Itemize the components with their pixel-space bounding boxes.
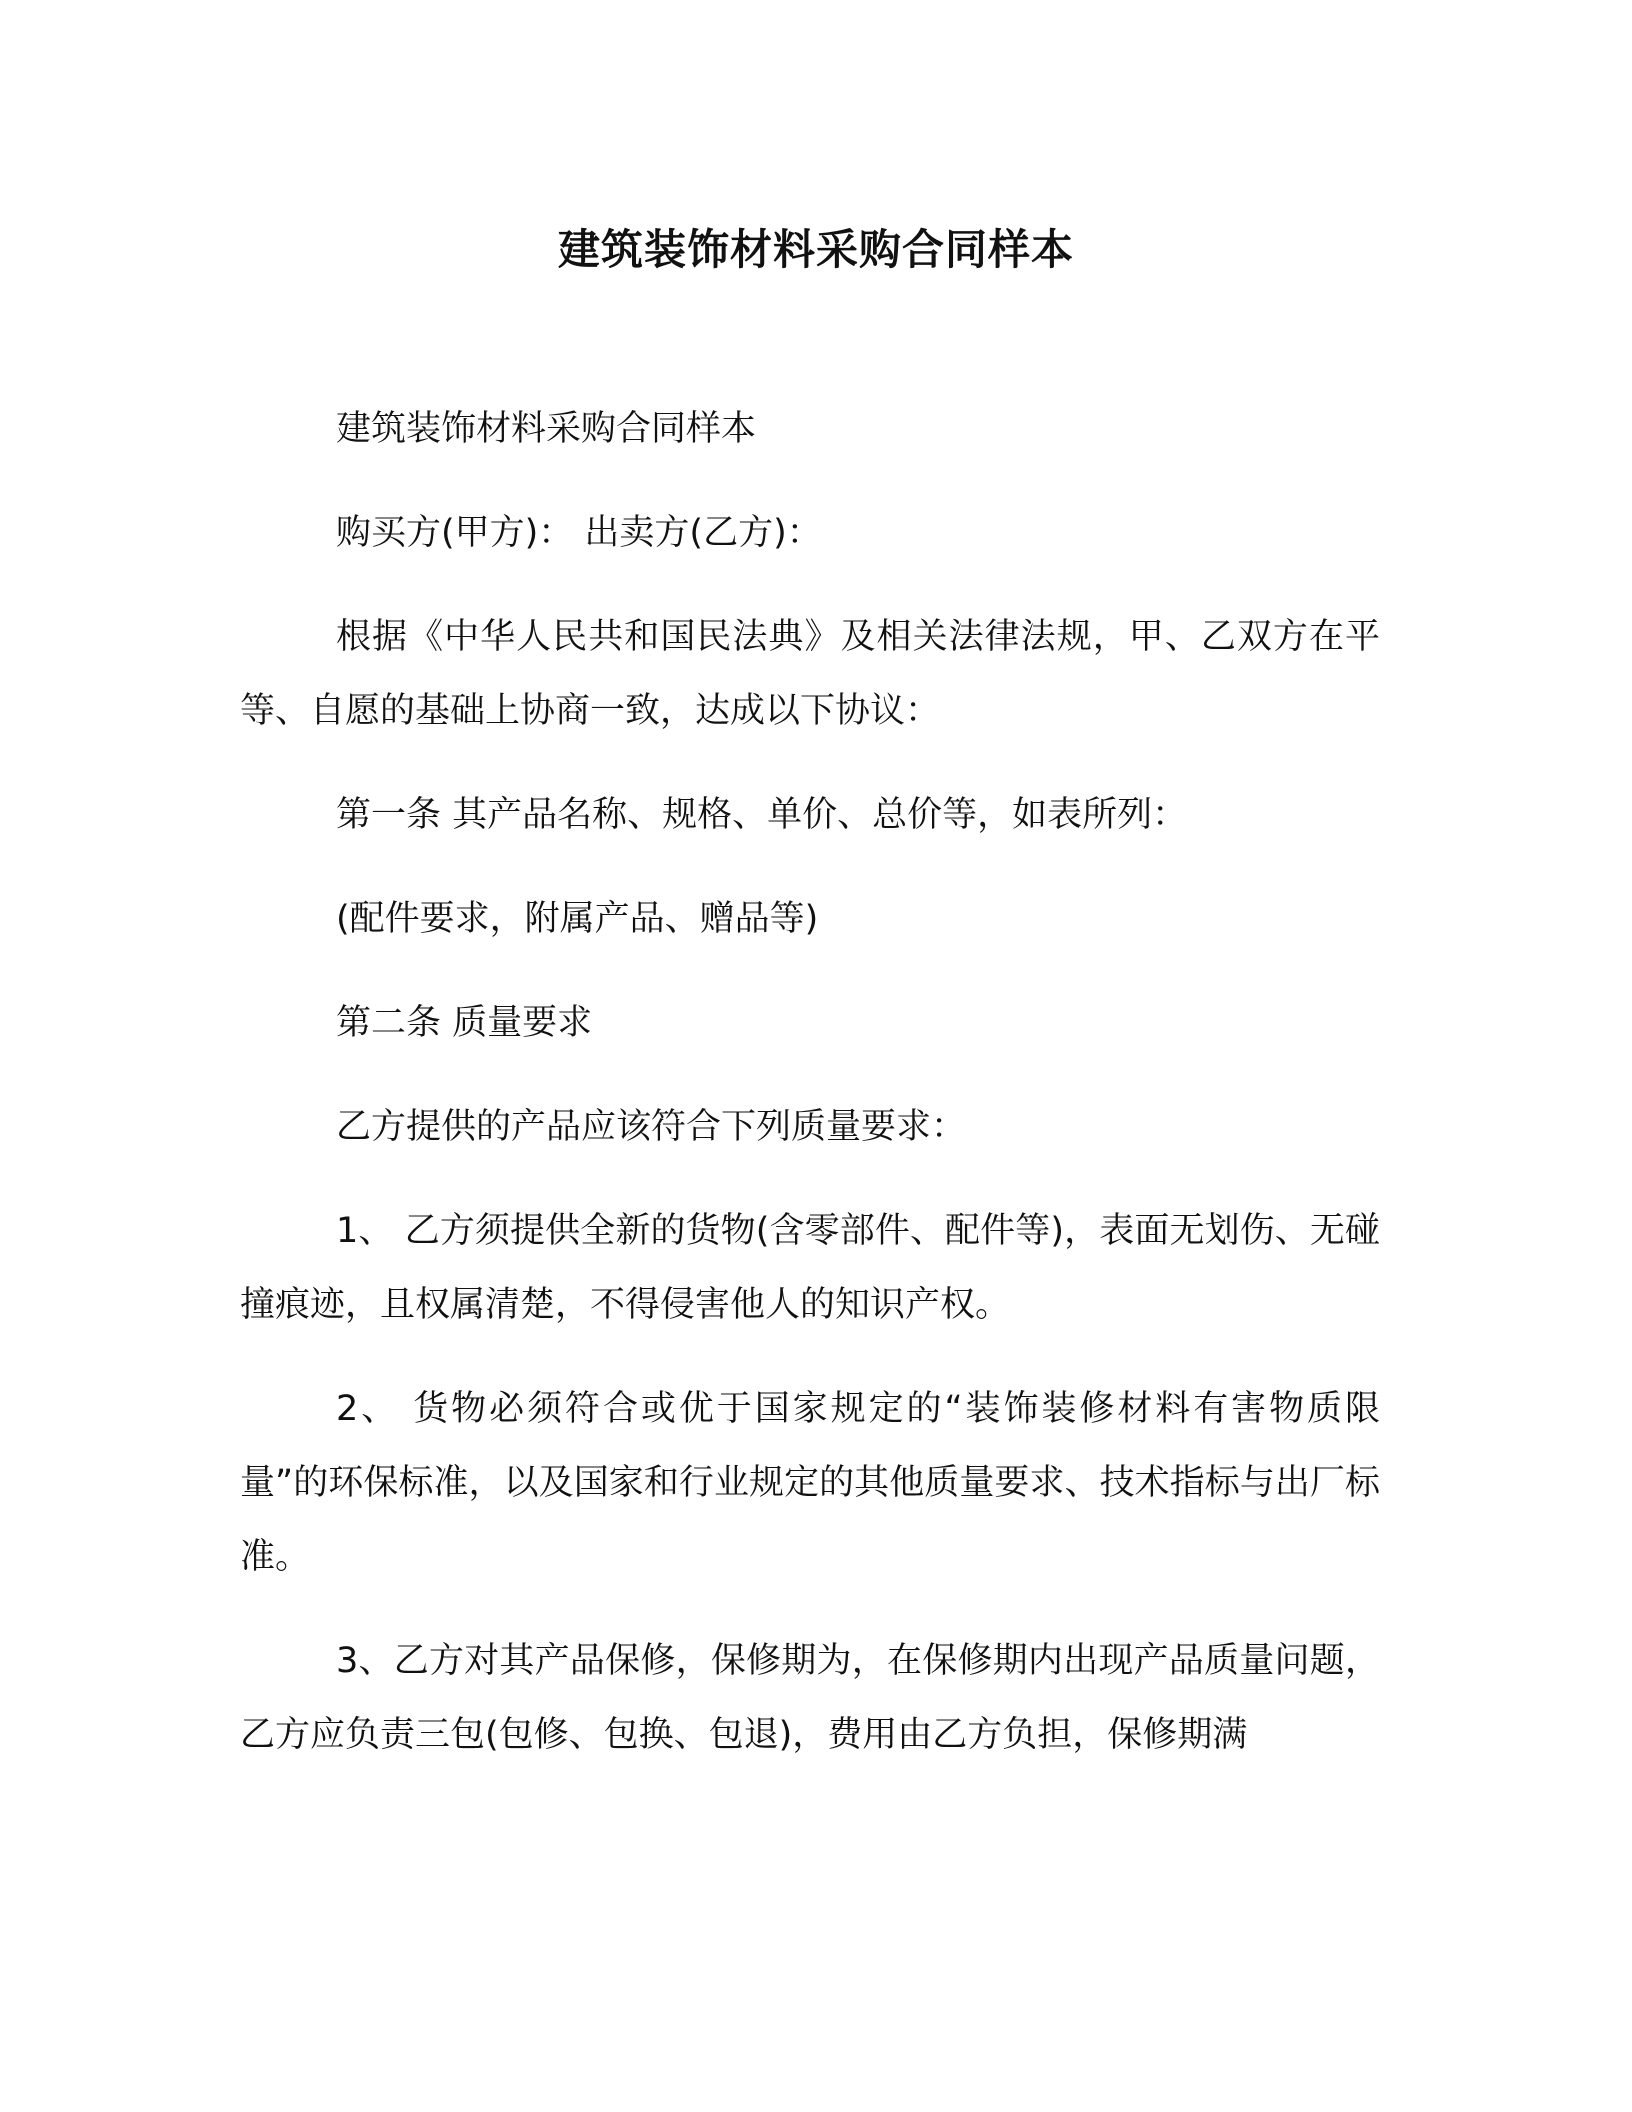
- paragraph-quality-item-1: 1、 乙方须提供全新的货物(含零部件、配件等)，表面无划伤、无碰撞痕迹，且权属清楚，不得侵害他人的知识产权。: [240, 1211, 1380, 1325]
- paragraph-heading: 建筑装饰材料采购合同样本: [336, 409, 757, 449]
- document-body: [240, 392, 1380, 1802]
- paragraph-accessories: (配件要求，附属产品、赠品等): [336, 899, 819, 939]
- paragraph-parties: 购买方(甲方)： 出卖方(乙方)：: [336, 513, 822, 553]
- paragraph-article-2: 第二条 质量要求: [336, 1003, 593, 1043]
- paragraph-quality-intro: 乙方提供的产品应该符合下列质量要求：: [336, 1107, 967, 1147]
- document-title: 建筑装饰材料采购合同样本: [557, 225, 1074, 274]
- paragraph-quality-item-2: 2、 货物必须符合或优于国家规定的“装饰装修材料有害物质限量”的环保标准，以及国家和行业规定的其他质量要求、技术指标与出厂标准。: [240, 1389, 1380, 1577]
- paragraph-quality-item-3: 3、乙方对其产品保修，保修期为，在保修期内出现产品质量问题，乙方应负责三包(包修、包换、包退)，费用由乙方负担，保修期满: [240, 1641, 1380, 1755]
- paragraph-preamble: 根据《中华人民共和国民法典》及相关法律法规，甲、乙双方在平等、自愿的基础上协商一致，达成以下协议：: [240, 617, 1380, 731]
- paragraph-article-1: 第一条 其产品名称、规格、单价、总价等，如表所列：: [336, 795, 1188, 835]
